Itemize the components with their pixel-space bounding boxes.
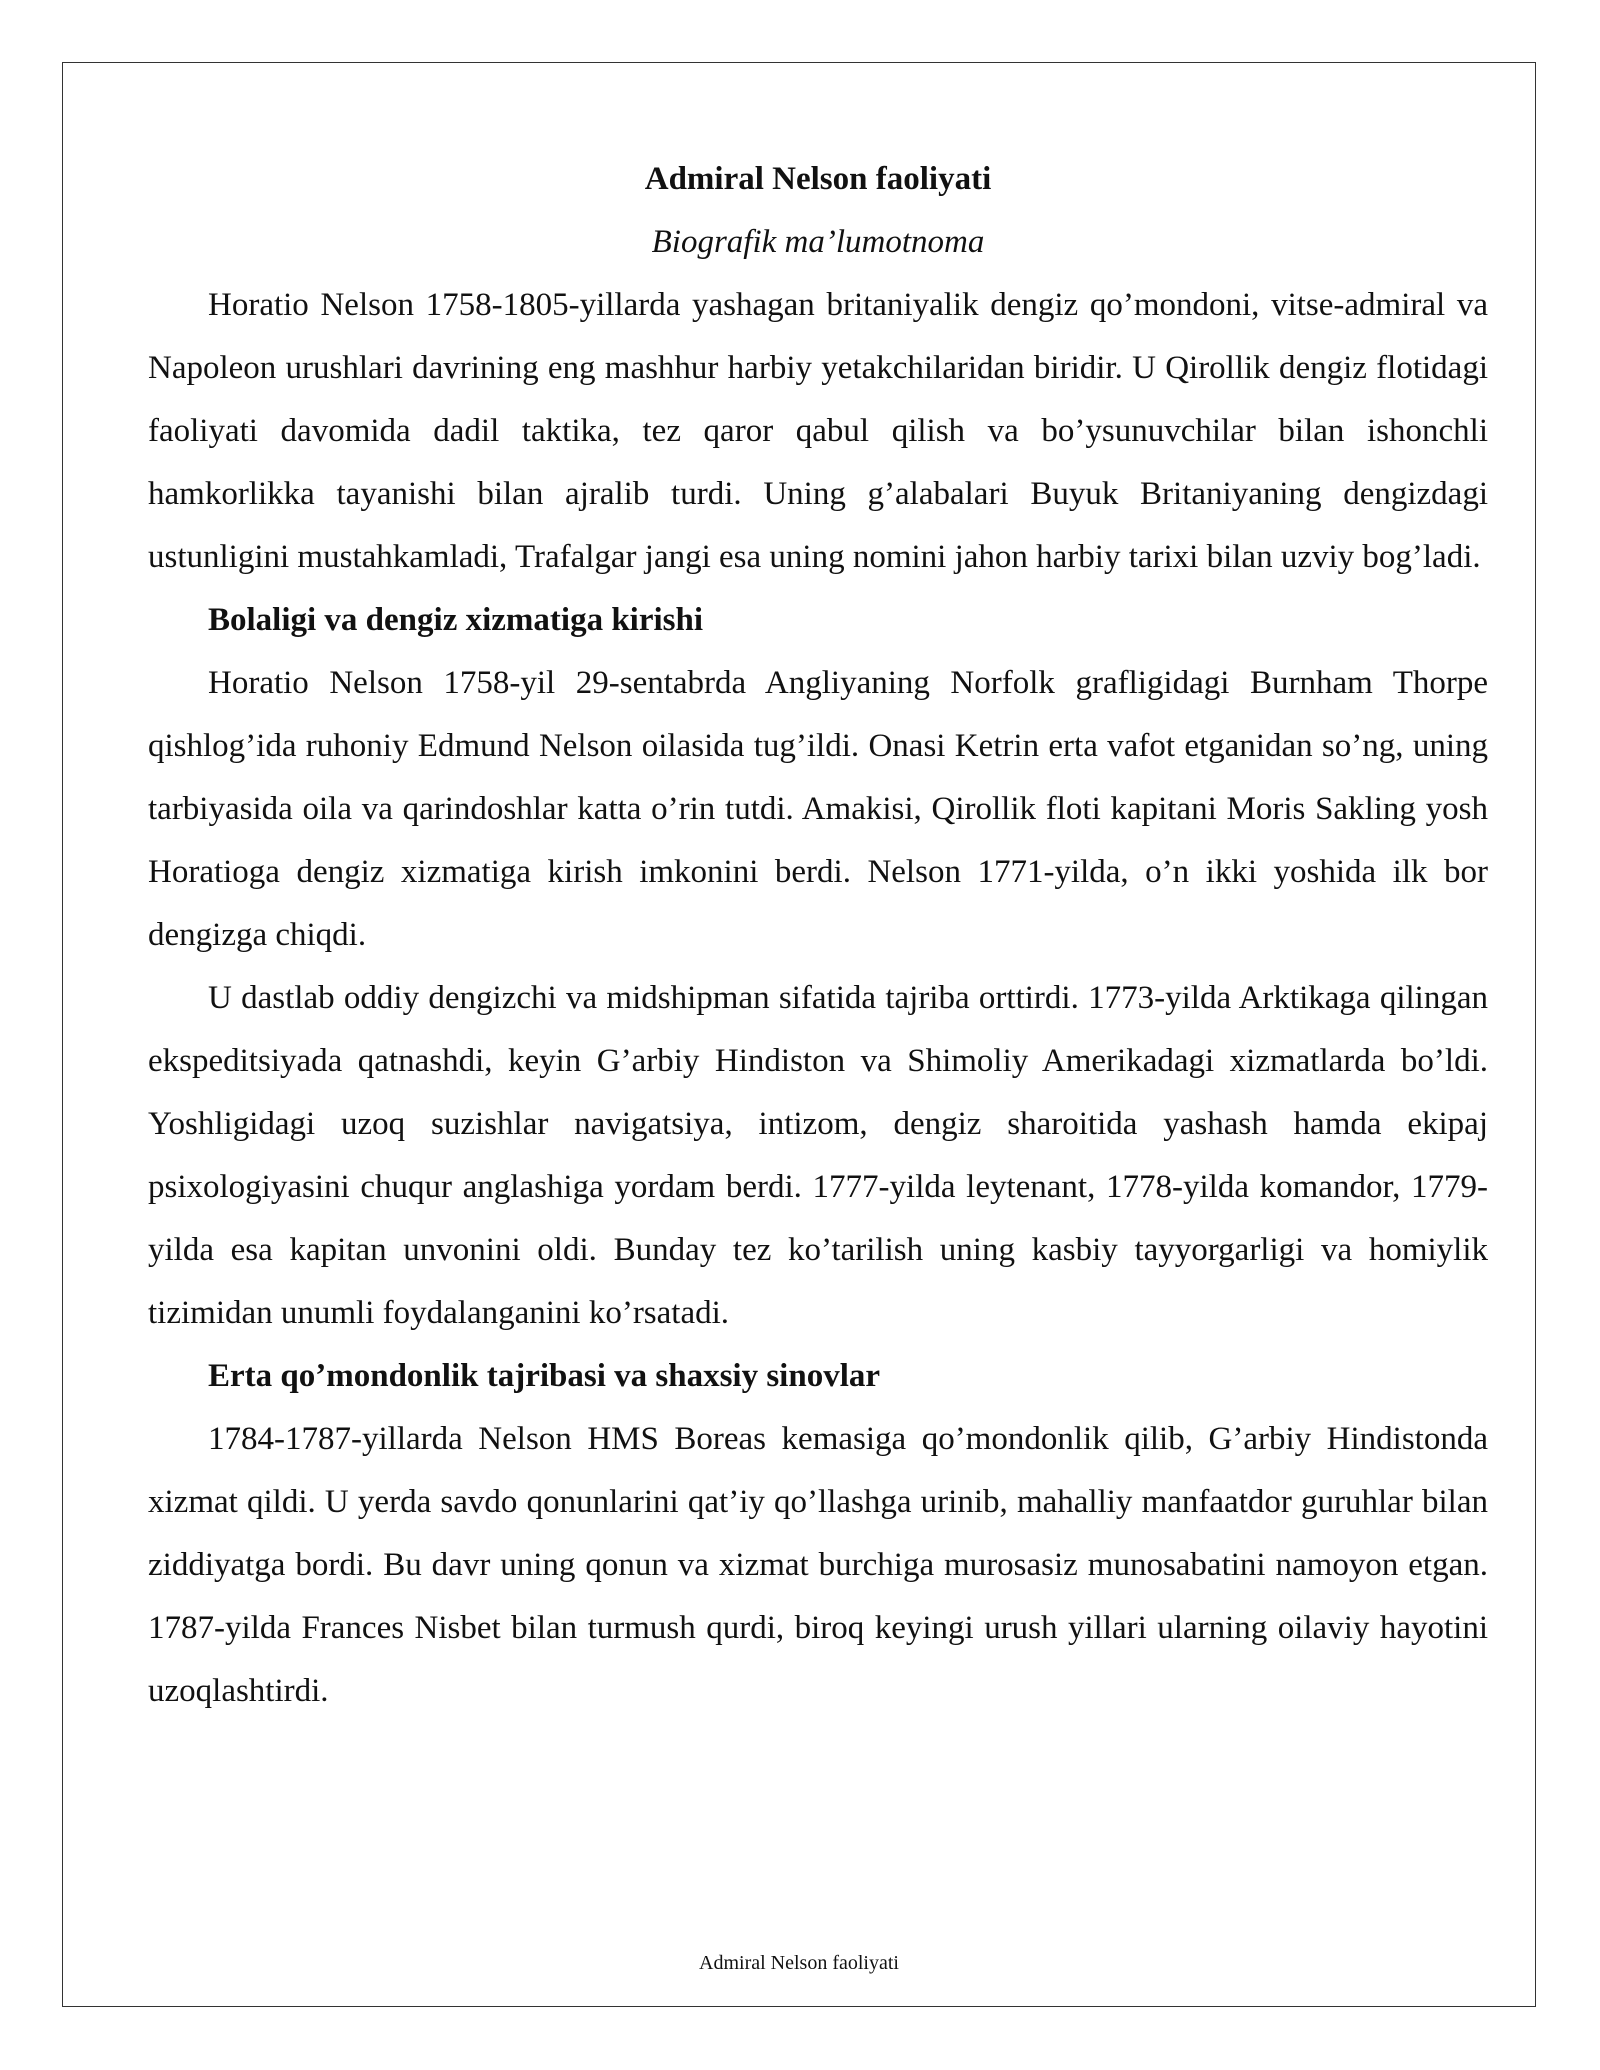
document-title: Admiral Nelson faoliyati bbox=[644, 161, 992, 197]
section-paragraph: 1784-1787-yillarda Nelson HMS Boreas kemasiga qo’mondonlik qilib, G’arbiy Hindistonda xizmat qildi. U yerda savdo qonunlarini qat’iy qo’llashga urinib, mahalliy manfaatdor guruhlar bilan ziddiyatga bordi. Bu davr uning qonun va xizmat burchiga murosasiz munosabatini namoyon etgan. 1787-yilda Frances Nisbet bilan turmush qurdi, biroq keyingi urush yillari ularning oilaviy hayotini uzoqlashtirdi. bbox=[148, 1421, 1488, 1709]
section-paragraph: U dastlab oddiy dengizchi va midshipman sifatida tajriba orttirdi. 1773-yilda Arktikaga qilingan ekspeditsiyada qatnashdi, keyin G’arbiy Hindiston va Shimoliy Amerikadagi xizmatlarda bo’ldi. Yoshligidagi uzoq suzishlar navigatsiya, intizom, dengiz sharoitida yashash hamda ekipaj psixologiyasini chuqur anglashiga yordam berdi. 1777-yilda leytenant, 1778-yilda komandor, 1779-yilda esa kapitan unvonini oldi. Bunday tez ko’tarilish uning kasbiy tayyorgarligi va homiylik tizimidan unumli foydalanganini ko’rsatadi. bbox=[148, 980, 1488, 1331]
document-body bbox=[148, 148, 1488, 1723]
intro-paragraph: Horatio Nelson 1758-1805-yillarda yashagan britaniyalik dengiz qo’mondoni, vitse-admiral va Napoleon urushlari davrining eng mashhur harbiy yetakchilaridan biridir. U Qirollik dengiz flotidagi faoliyati davomida dadil taktika, tez qaror qabul qilish va bo’ysunuvchilar bilan ishonchli hamkorlikka tayanishi bilan ajralib turdi. Uning g’alabalari Buyuk Britaniyaning dengizdagi ustunligini mustahkamladi, Trafalgar jangi esa uning nomini jahon harbiy tarixi bilan uzviy bog’ladi. bbox=[148, 287, 1488, 575]
section-heading-early-command: Erta qoʼmondonlik tajribasi va shaxsiy sinovlar bbox=[208, 1358, 881, 1394]
section-heading-childhood: Bolaligi va dengiz xizmatiga kirishi bbox=[208, 602, 704, 638]
document-subtitle: Biografik ma’lumotnoma bbox=[651, 224, 985, 260]
section-paragraph: Horatio Nelson 1758-yil 29-sentabrda Angliyaning Norfolk grafligidagi Burnham Thorpe qishlog’ida ruhoniy Edmund Nelson oilasida tug’ildi. Onasi Ketrin erta vafot etganidan so’ng, uning tarbiyasida oila va qarindoshlar katta o’rin tutdi. Amakisi, Qirollik floti kapitani Moris Sakling yosh Horatioga dengiz xizmatiga kirish imkonini berdi. Nelson 1771-yilda, o’n ikki yoshida ilk bor dengizga chiqdi. bbox=[148, 665, 1488, 953]
page-footer: Admiral Nelson faoliyati bbox=[699, 1952, 899, 1974]
